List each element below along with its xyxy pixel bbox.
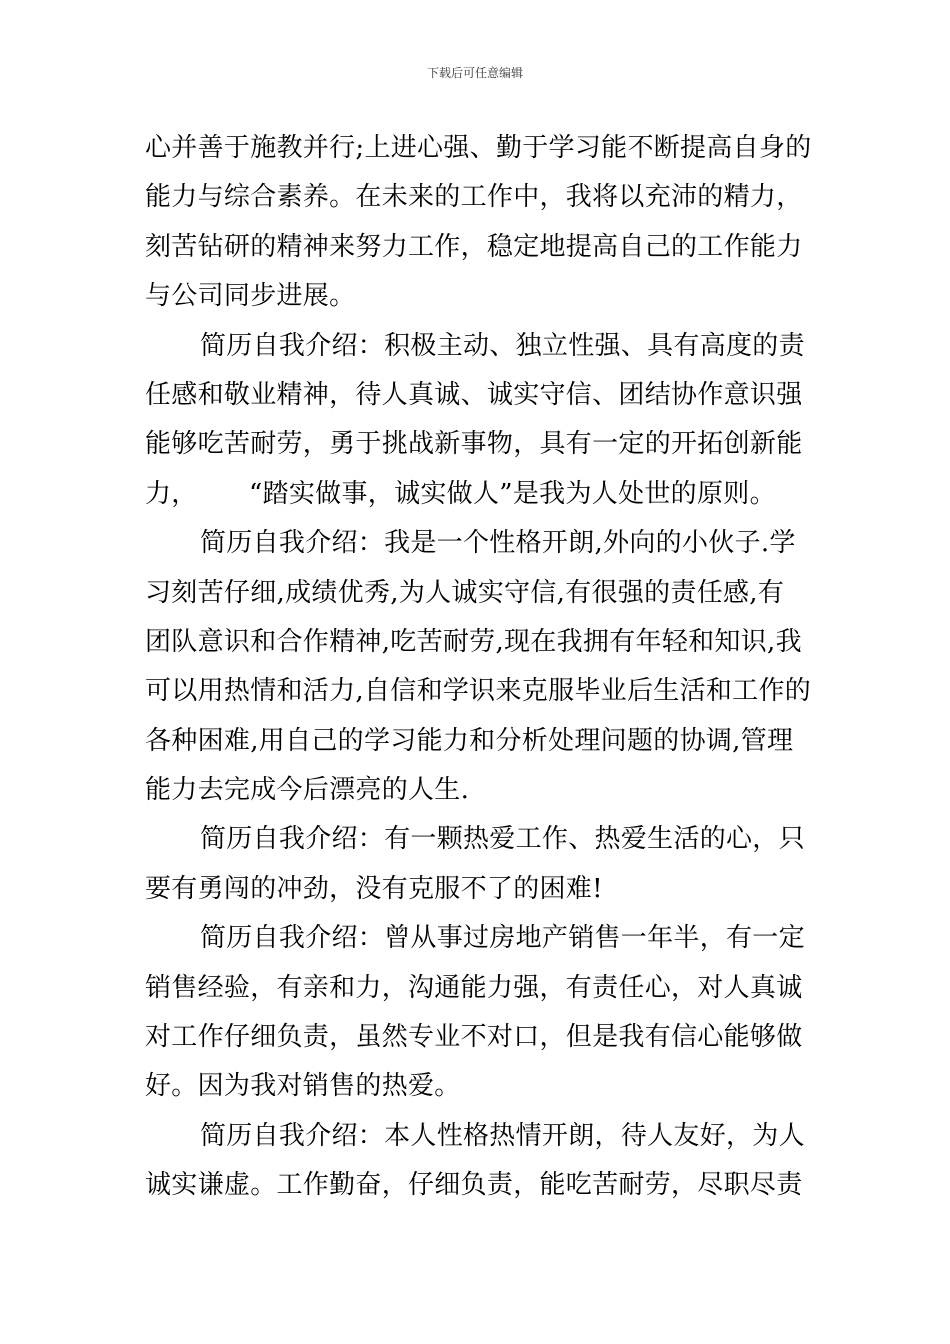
paragraph-first-line: 简历自我介绍：曾从事过房地产销售一年半，有一定 [200,923,805,954]
text-line: 心并善于施教并行;上进心强、勤于学习能不断提高自身的 [145,133,812,163]
page-header-note: 下载后可任意编辑 [426,66,523,80]
paragraph-first-line: 简历自我介绍：有一颗热爱工作、热爱生活的心，只 [200,824,805,855]
text-line: 要有勇闯的冲劲，没有克服不了的困难! [145,873,603,904]
text-line: 力， “踏实做事，诚实做人”是我为人处世的原则。 [145,478,776,509]
text-line: 习刻苦仔细,成绩优秀,为人诚实守信,有很强的责任感,有 [145,577,785,608]
text-line: 任感和敬业精神，待人真诚、诚实守信、团结协作意识强 [145,379,803,410]
text-line: 团队意识和合作精神,吃苦耐劳,现在我拥有年轻和知识,我 [145,626,802,657]
text-line: 可以用热情和活力,自信和学识来克服毕业后生活和工作的 [145,676,812,707]
text-line: 刻苦钻研的精神来努力工作，稳定地提高自己的工作能力 [145,231,803,262]
text-line: 对工作仔细负责，虽然专业不对口，但是我有信心能够做 [145,1022,803,1053]
text-line: 能够吃苦耐劳，勇于挑战新事物，具有一定的开拓创新能 [145,429,803,460]
paragraph-first-line: 简历自我介绍：我是一个性格开朗,外向的小伙子.学 [200,528,796,559]
text-line: 各种困难,用自己的学习能力和分析处理问题的协调,管理 [145,725,794,756]
document-body [145,124,810,1211]
text-line: 与公司同步进展。 [145,281,356,312]
text-line: 销售经验，有亲和力，沟通能力强，有责任心，对人真诚 [145,972,803,1003]
text-line: 能力去完成今后漂亮的人生. [145,775,470,806]
paragraph-first-line: 简历自我介绍：本人性格热情开朗，待人友好，为人 [200,1120,805,1151]
text-line: 诚实谦虚。工作勤奋，仔细负责，能吃苦耐劳，尽职尽责 [145,1170,803,1201]
paragraph-first-line: 简历自我介绍：积极主动、独立性强、具有高度的责 [200,330,805,361]
text-line: 好。因为我对销售的热爱。 [145,1071,461,1102]
text-line: 能力与综合素养。在未来的工作中，我将以充沛的精力， [145,182,803,213]
